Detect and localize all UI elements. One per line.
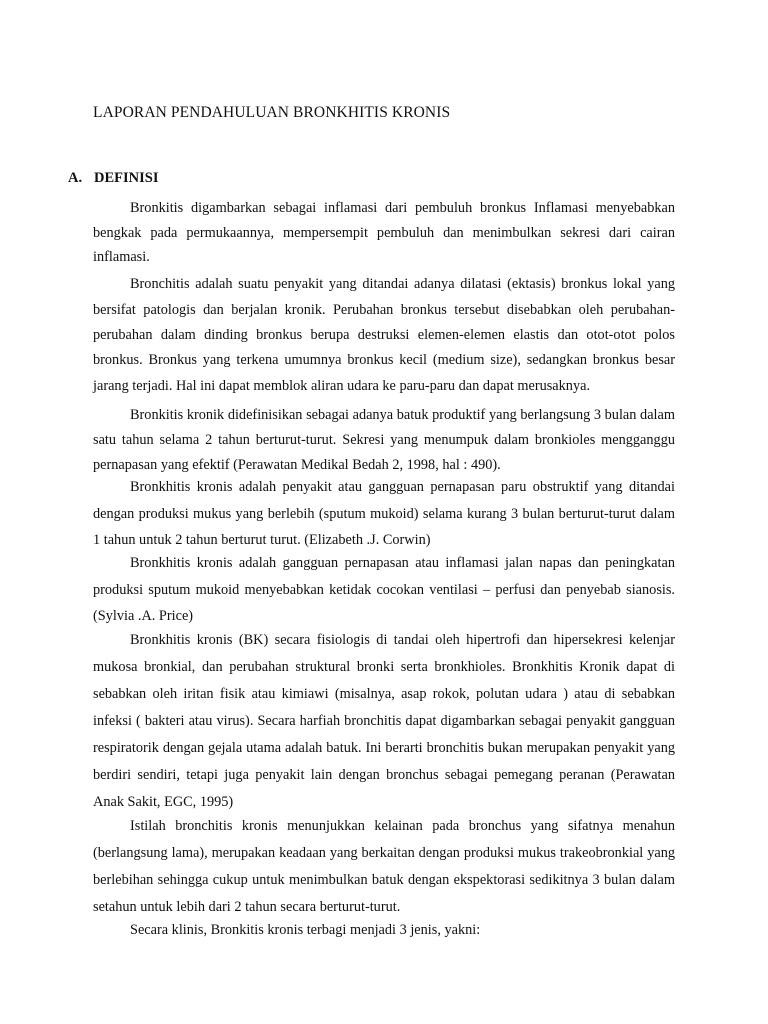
paragraph: Bronchitis adalah suatu penyakit yang ditandai adanya dilatasi (ektasis) bronkus lokal yang bersifat patologis dan berjalan kronik. Perubahan bronkus tersebut disebabkan oleh perubahan-perubahan dalam dinding bronkus berupa destruksi elemen-elemen elastis dan otot-otot polos bronkus. Bronkus yang terkena umumnya bronkus kecil (medium size), sedangkan bronkus besar jarang terjadi. Hal ini dapat memblok aliran udara ke paru-paru dan dapat merusaknya.: [93, 276, 675, 394]
section-heading: [68, 170, 158, 187]
paragraph: Bronkhitis kronis (BK) secara fisiologis di tandai oleh hipertrofi dan hipersekresi kelenjar mukosa bronkial, dan perubahan struktural bronki serta bronkhioles. Bronkhitis Kronik dapat di sebabkan oleh iritan fisik atau kimiawi (misalnya, asap rokok, polutan udara ) atau di sebabkan infeksi ( bakteri atau virus). Secara harfiah bronchitis dapat digambarkan sebagai penyakit gangguan respiratorik dengan gejala utama adalah batuk. Ini berarti bronchitis bukan merupakan penyakit yang berdiri sendiri, tetapi juga penyakit lain dengan bronchus sebagai pemegang peranan (Perawatan Anak Sakit, EGC, 1995): [93, 631, 675, 810]
section-number: A.: [68, 170, 83, 186]
paragraph: Bronkitis digambarkan sebagai inflamasi dari pembuluh bronkus Inflamasi menyebabkan bengkak pada permukaannya, mempersempit pembuluh dan menimbulkan sekresi dari cairan inflamasi.: [93, 200, 675, 266]
paragraph: Bronkhitis kronis adalah penyakit atau gangguan pernapasan paru obstruktif yang ditandai dengan produksi mukus yang berlebih (sputum mukoid) selama kurang 3 bulan berturut-turut dalam 1 tahun untuk 2 tahun berturut turut. (Elizabeth .J. Corwin): [93, 479, 675, 549]
paragraph: Secara klinis, Bronkitis kronis terbagi menjadi 3 jenis, yakni:: [130, 921, 481, 938]
paragraph: Istilah bronchitis kronis menunjukkan kelainan pada bronchus yang sifatnya menahun (berlangsung lama), merupakan keadaan yang berkaitan dengan produksi mukus trakeobronkial yang berlebihan sehingga cukup untuk menimbulkan batuk dengan ekspektorasi sedikitnya 3 bulan dalam setahun untuk lebih dari 2 tahun secara berturut-turut.: [93, 817, 675, 915]
paragraph: Bronkitis kronik didefinisikan sebagai adanya batuk produktif yang berlangsung 3 bulan dalam satu tahun selama 2 tahun berturut-turut. Sekresi yang menumpuk dalam bronkioles mengganggu pernapasan yang efektif (Perawatan Medikal Bedah 2, 1998, hal : 490).: [93, 407, 675, 473]
section-heading-text: DEFINISI: [94, 170, 159, 186]
document-body: [93, 196, 675, 942]
document-title: LAPORAN PENDAHULUAN BRONKHITIS KRONIS: [93, 104, 451, 121]
paragraph: Bronkhitis kronis adalah gangguan pernapasan atau inflamasi jalan napas dan peningkatan produksi sputum mukoid menyebabkan ketidak cocokan ventilasi – perfusi dan penyebab sianosis. (Sylvia .A. Price): [93, 555, 675, 625]
